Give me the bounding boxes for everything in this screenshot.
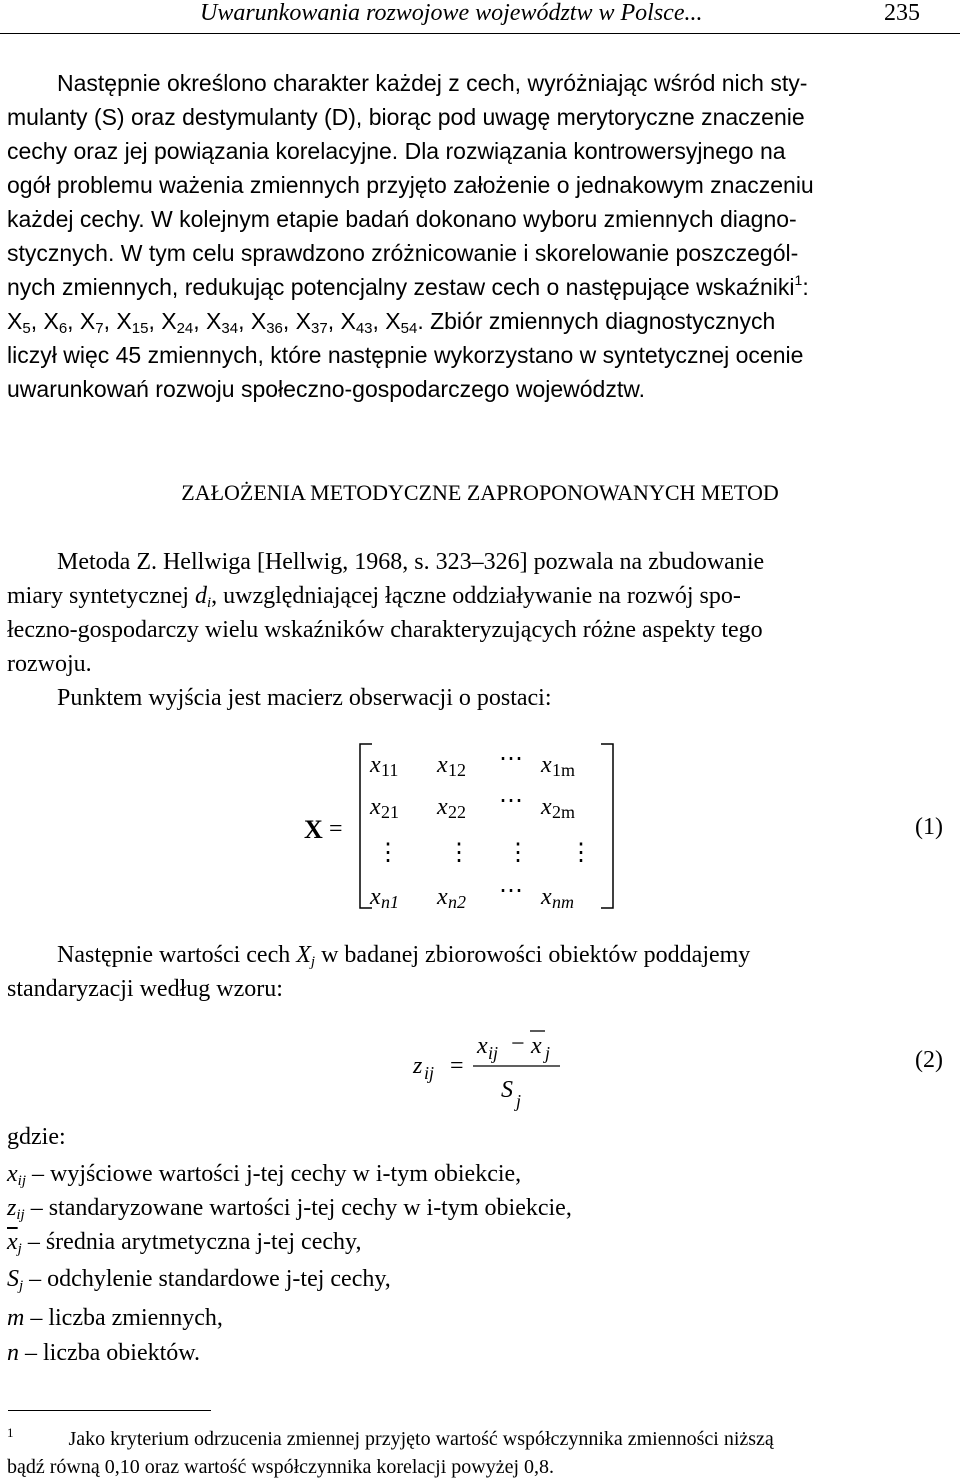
header-rule — [0, 33, 960, 34]
page-number: 235 — [884, 0, 920, 26]
variable-index: 5 — [22, 320, 31, 337]
variable-symbol: X — [7, 308, 23, 334]
numerator-index: ij — [488, 1043, 499, 1063]
text-line: standaryzacji według wzoru: — [7, 976, 283, 1002]
text-line: miary syntetycznej $d_i$, uwzględniającej łączne oddziaływanie na rozwój spo- — [7, 583, 741, 611]
footnote-line: $^1$ Jako kryterium odrzucenia zmiennej przyjęto wartość współczynnika zmienności niższą — [7, 1425, 774, 1450]
text-line: Następnie wartości cech $X_j$ w badanej zbiorowości obiektów poddajemy — [57, 942, 751, 970]
footnote-ref: 1 — [794, 272, 803, 288]
matrix-index: 11 — [381, 760, 399, 780]
legend-description: – odchylenie standardowe j-tej cechy, — [23, 1266, 391, 1292]
text-line: cechy oraz jej powiązania korelacyjne. Dla rozwiązania kontrowersyjnego na — [7, 138, 786, 164]
text-line: ogół problemu ważenia zmiennych przyjęto założenie o jednakowym znaczeniu — [7, 172, 814, 198]
text-line: nych zmiennych, redukując potencjalny zestaw cech o następujące wskaźniki$^1$: — [7, 272, 809, 300]
equation-number: (1) — [915, 814, 943, 840]
variable-index: 15 — [131, 320, 149, 337]
equation-matrix — [0, 730, 960, 920]
matrix-entry: x — [370, 752, 381, 778]
equals-sign: = — [329, 816, 343, 842]
ellipsis: ⋯ — [499, 878, 523, 904]
footnote — [7, 1425, 951, 1481]
matrix-index: 1m — [552, 760, 576, 780]
equation-standardization — [0, 1015, 960, 1135]
matrix-index: 21 — [381, 802, 399, 822]
paragraph-hellwig — [7, 545, 951, 715]
matrix-entry: x — [437, 884, 448, 910]
footnote-rule — [8, 1410, 211, 1411]
legend-symbol: x — [7, 1161, 18, 1187]
matrix-entry: x — [370, 794, 381, 820]
text-line: stycznych. W tym celu sprawdzono zróżnicowanie i skorelowanie poszczegól- — [7, 240, 799, 266]
variable-index: 24 — [176, 320, 194, 337]
numerator-x: x — [477, 1033, 488, 1059]
text-line: rozwoju. — [7, 651, 92, 677]
equation-number: (2) — [915, 1047, 943, 1073]
matrix-entry: x — [541, 794, 552, 820]
legend-item — [7, 1336, 200, 1370]
legend-description: – standaryzowane wartości j-tej cechy w i-tym obiekcie, — [24, 1195, 572, 1221]
legend-symbol: z — [7, 1195, 17, 1221]
text-line: Następnie określono charakter każdej z cech, wyróżniając wśród nich sty- — [57, 70, 808, 96]
numerator-mean-index: j — [545, 1043, 551, 1063]
text-line: liczył więc 45 zmiennych, które następnie wykorzystano w syntetycznej ocenie — [7, 342, 804, 368]
variable-symbol: , X — [238, 308, 267, 334]
variable-index: 6 — [58, 320, 68, 337]
variable-symbol: , X — [30, 308, 59, 334]
vertical-dots: ⋮ — [447, 840, 471, 866]
legend-index: j — [17, 1241, 22, 1257]
variable-index: 43 — [355, 320, 373, 337]
variable-index: 34 — [221, 320, 239, 337]
numerator-mean: x — [531, 1033, 542, 1059]
matrix-index: nm — [552, 892, 574, 912]
denominator-s: S — [501, 1077, 513, 1103]
ellipsis: ⋯ — [499, 746, 523, 772]
z-index: ij — [424, 1063, 435, 1083]
legend-symbol: $\overline{x}$ — [7, 1229, 18, 1255]
legend-description: – liczba zmiennych, — [24, 1305, 223, 1331]
equals-sign: = — [450, 1053, 464, 1079]
text-line: łeczno-gospodarczy wielu wskaźników charakteryzujących różne aspekty tego — [7, 617, 763, 643]
variable-index: 36 — [266, 320, 283, 337]
variable-symbol: , X — [282, 308, 311, 334]
variable-index: 54 — [400, 320, 418, 337]
vertical-dots: ⋮ — [376, 840, 400, 866]
text-line: Metoda Z. Hellwiga [Hellwig, 1968, s. 323–326] pozwala na zbudowanie — [57, 549, 765, 575]
text-line: Punktem wyjścia jest macierz obserwacji o postaci: — [57, 685, 552, 711]
minus-sign: − — [511, 1031, 525, 1057]
matrix-index: 22 — [448, 802, 466, 822]
matrix-index: n2 — [448, 892, 466, 912]
text-line: mulanty (S) oraz destymulanty (D), biorąc pod uwagę merytoryczne znaczenie — [7, 104, 805, 130]
legend-description: – wyjściowe wartości j-tej cechy w i-tym obiekcie, — [26, 1161, 522, 1187]
matrix-entry: x — [437, 752, 448, 778]
footnote-line: bądź równą 0,10 oraz wartość współczynnika korelacji powyżej 0,8. — [7, 1456, 555, 1478]
legend-symbol: m — [7, 1305, 25, 1331]
variable-symbol: , X — [327, 308, 356, 334]
variable-symbol: , X — [193, 308, 222, 334]
matrix-symbol: X — [304, 815, 323, 844]
matrix-index: 12 — [448, 760, 466, 780]
text-line: każdej cechy. W kolejnym etapie badań dokonano wyboru zmiennych diagno- — [7, 206, 797, 232]
paragraph-standardization — [7, 938, 951, 1006]
variable-index: 7 — [95, 320, 104, 337]
text-line: $X_5$, $X_6$, $X_7$, $X_{15}$, $X_{24}$, $X_{34}$, $X_{36}$, $X_{37}$, $X_{43}$, $X_{54}$. Zbiór zmiennych diagnostycznych — [7, 308, 776, 337]
text-line: uwarunkowań rozwoju społeczno-gospodarczego województw. — [7, 376, 645, 402]
matrix-entry: x — [541, 884, 552, 910]
right-bracket — [601, 744, 613, 908]
legend-symbol: n — [7, 1340, 19, 1366]
variable-symbol: , X — [67, 308, 96, 334]
matrix-index: 2m — [552, 802, 576, 822]
legend-item — [7, 1191, 572, 1225]
legend-item — [7, 1301, 223, 1335]
legend-description: – liczba obiektów. — [19, 1340, 201, 1366]
running-title: Uwarunkowania rozwojowe województw w Polsce... — [200, 0, 703, 26]
legend-description: – średnia arytmetyczna j-tej cechy, — [21, 1229, 362, 1255]
variable-symbol: , X — [372, 308, 401, 334]
variable-symbol: , X — [148, 308, 177, 334]
matrix-entry: x — [370, 884, 381, 910]
vertical-dots: ⋮ — [506, 840, 530, 866]
vertical-dots: ⋮ — [569, 840, 593, 866]
legend-symbol: S — [7, 1266, 19, 1292]
denominator-index: j — [516, 1091, 522, 1111]
legend-index: ij — [17, 1173, 26, 1189]
z-symbol: z — [413, 1053, 423, 1079]
matrix-entry: x — [437, 794, 448, 820]
legend-index: j — [19, 1278, 24, 1294]
paragraph-variables — [7, 66, 951, 406]
legend-index: ij — [16, 1207, 25, 1223]
legend-item — [7, 1262, 391, 1296]
legend-item — [7, 1157, 521, 1191]
legend-item — [7, 1225, 361, 1259]
section-title: ZAŁOŻENIA METODYCZNE ZAPROPONOWANYCH METOD — [181, 480, 779, 505]
ellipsis: ⋯ — [499, 788, 523, 814]
matrix-entry: x — [541, 752, 552, 778]
variable-symbol: , X — [103, 308, 132, 334]
legend-intro: gdzie: — [7, 1124, 66, 1150]
matrix-index: n1 — [381, 892, 399, 912]
variable-index: 37 — [311, 320, 328, 337]
